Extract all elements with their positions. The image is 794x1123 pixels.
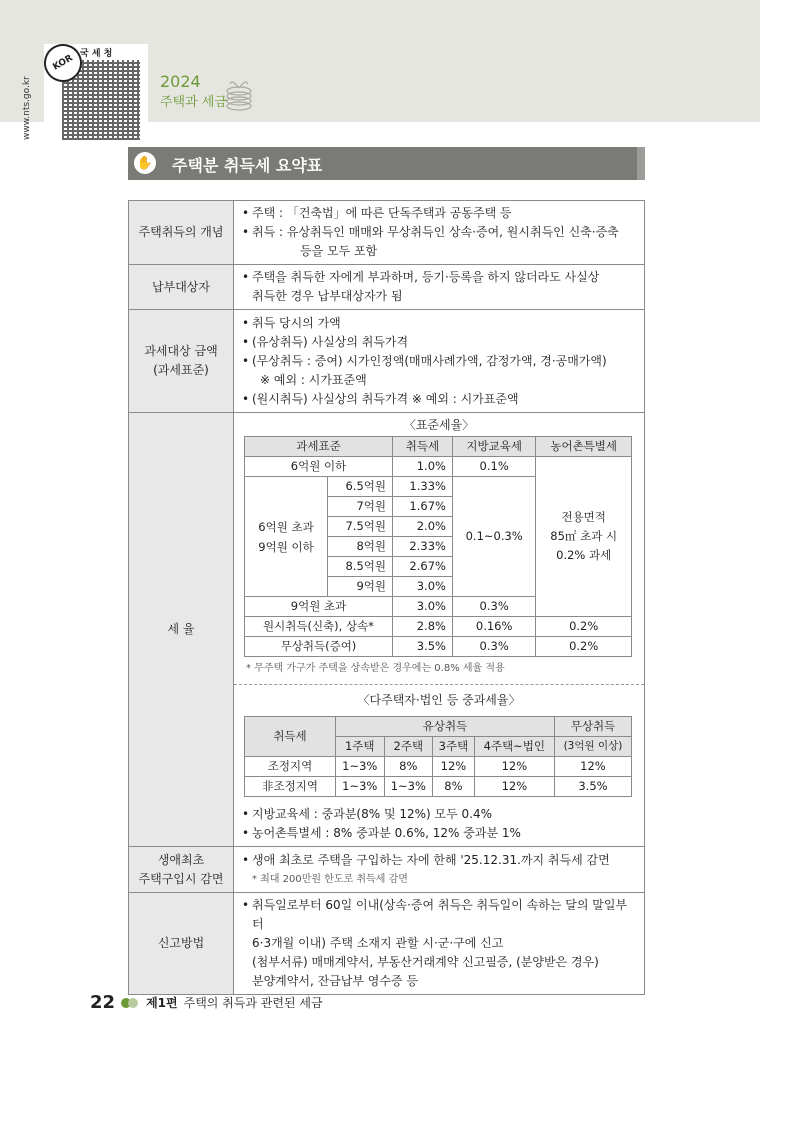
extra-line: • 농어촌특별세 : 8% 중과분 0.6%, 12% 중과분 1%: [242, 824, 636, 843]
tax-rate-label: 세 율: [129, 413, 234, 847]
site-url: www.nts.go.kr: [22, 76, 32, 140]
first-home-label: 생애최초 주택구입시 감면: [129, 847, 234, 893]
first-home-content: • 생애 최초로 주택을 구입하는 자에 한해 '25.12.31.까지 취득세 감면 * 최대 200만원 한도로 취득세 감면: [234, 847, 645, 893]
section-title: 주택분 취득세 요약표: [172, 156, 323, 175]
kor-logo-icon: KOR: [37, 37, 89, 89]
book-year: 2024: [160, 72, 201, 91]
page-number: 22: [90, 992, 116, 1013]
section-title-bar: [128, 147, 645, 180]
heavy-rate-table: 취득세 유상취득 무상취득 1주택 2주택 3주택 4주택~법인 (3억원 이상) 조정지역 1~3% 8% 12% 12% 12% 非조정지역 1~3% 1~3% 8% 12% 3.5%: [244, 716, 632, 797]
qr-code-box: [44, 44, 148, 148]
hand-coin-icon: ✋: [134, 152, 156, 174]
tax-base-label: 과세대상 금액 (과세표준): [129, 310, 234, 413]
coin-stack-icon: [224, 78, 254, 112]
standard-rate-table: 과세표준 취득세 지방교육세 농어촌특별세 6억원 이하 1.0% 0.1% 전용면적 85㎡ 초과 시 0.2% 과세 6억원 초과 9억원 이하 6.5억원 1.33% 0.1~0.3% 7억원 1.67% 7.5억원 2.0% 8억원 2.33% 8.5억원 2.67% 9억원 3.0% 9억원 초과 3.0% 0.3% 원시취득(신축), 상속* 2.8% 0.16% 0.2% 무상취득(증여) 3.5% 0.3% 0.2%: [244, 436, 632, 657]
standard-rate-title: 〈표준세율〉: [403, 418, 475, 432]
concept-label: 주택취득의 개념: [129, 201, 234, 265]
book-title: 주택과 세금: [160, 95, 227, 110]
divider: [234, 684, 644, 685]
chapter-title: 주택의 취득과 관련된 세금: [183, 996, 323, 1010]
agency-name: 국 세 청: [80, 49, 113, 59]
tax-base-content: • 취득 당시의 가액 • (유상취득) 사실상의 취득가격 • (무상취득 : 증여) 시가인정액(매매사례가액, 감정가액, 경·공매가액) ※ 예외 : 시가표준액 • (원시취득) 사실상의 취득가격 ※ 예외 : 시가표준액: [234, 310, 645, 413]
dot-icon: [128, 998, 138, 1008]
extra-line: • 지방교육세 : 중과분(8% 및 12%) 모두 0.4%: [242, 805, 636, 824]
taxpayer-label: 납부대상자: [129, 265, 234, 310]
part-label: 제1편: [146, 996, 178, 1010]
summary-table: [128, 200, 645, 995]
report-content: • 취득일로부터 60일 이내(상속·증여 취득은 취득일이 속하는 달의 말일부터 6·3개월 이내) 주택 소재지 관할 시·군·구에 신고 (첨부서류) 매매계약서, 부동산거래계약 신고필증, (분양받은 경우) 분양계약서, 잔금납부 영수증 등: [234, 893, 645, 995]
standard-rate-note: * 무주택 가구가 주택을 상속받은 경우에는 0.8% 세율 적용: [246, 663, 505, 674]
page-footer: [90, 992, 323, 1013]
concept-content: • 주택 : 「건축법」에 따른 단독주택과 공동주택 등 • 취득 : 유상취득인 매매와 무상취득인 상속·증여, 원시취득인 신축·증축 등을 모두 포함: [234, 201, 645, 265]
heavy-rate-title: 〈다주택자·법인 등 중과세율〉: [357, 693, 521, 707]
taxpayer-content: • 주택을 취득한 자에게 부과하며, 등기·등록을 하지 않더라도 사실상 취득한 경우 납부대상자가 됨: [234, 265, 645, 310]
report-label: 신고방법: [129, 893, 234, 995]
tax-rate-content: [234, 413, 645, 847]
